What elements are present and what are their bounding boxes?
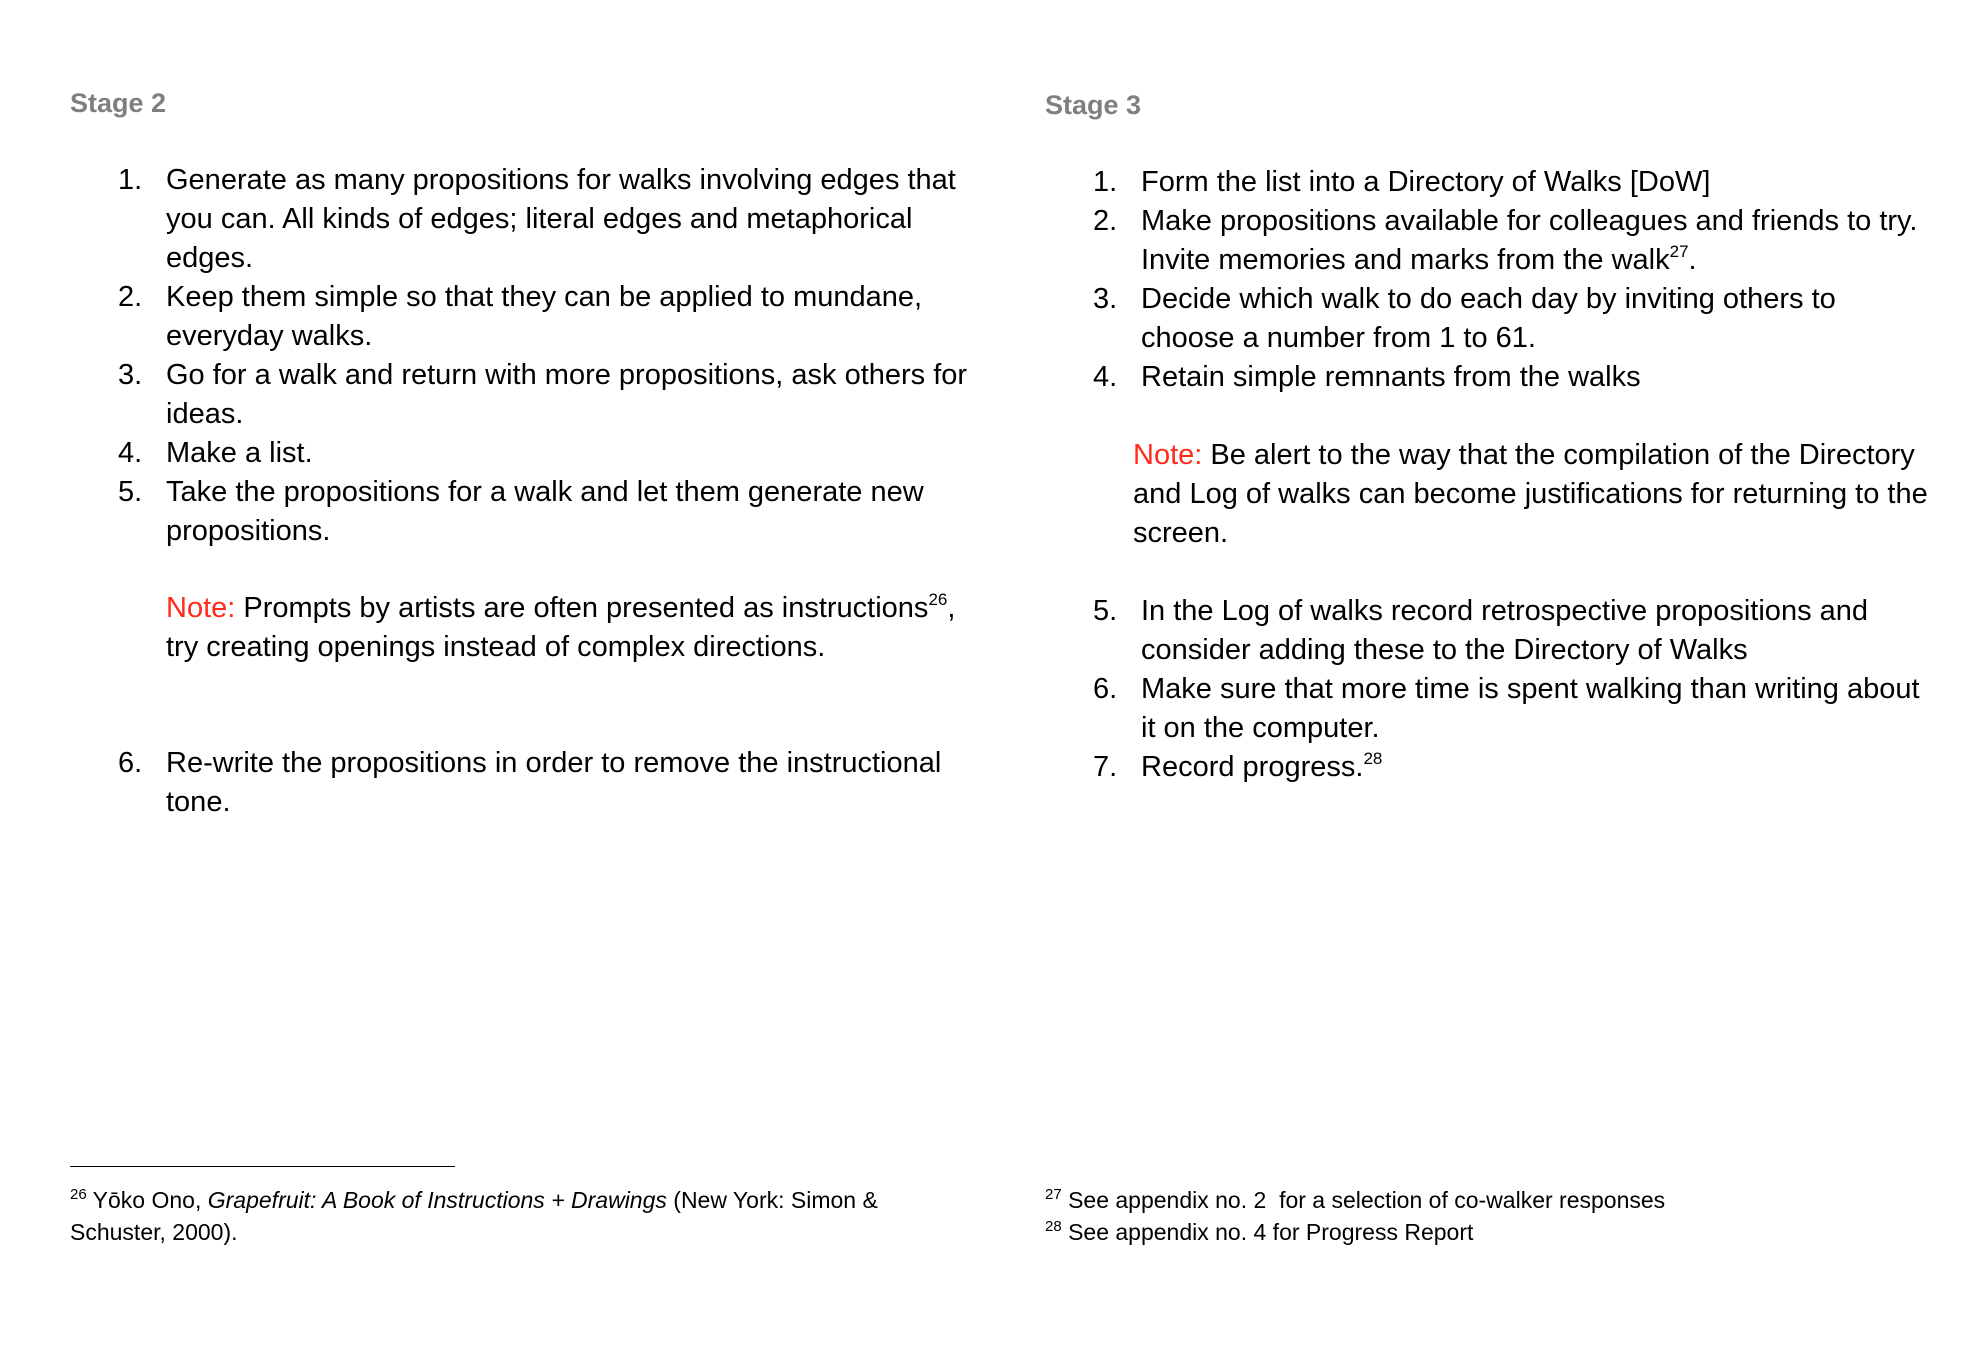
item-text-wrap bbox=[1141, 202, 1925, 280]
stage-3-item-4 bbox=[1093, 358, 1925, 397]
item-number: 4. bbox=[1093, 361, 1118, 393]
footnote-separator bbox=[70, 1166, 455, 1167]
note-text-continued: , try creating openings instead of complex directions. bbox=[166, 592, 956, 663]
stage-3-item-6 bbox=[1093, 670, 1925, 748]
item-number: 6. bbox=[118, 747, 143, 779]
footnote-ref-27[interactable]: 27 bbox=[1669, 242, 1689, 261]
stage-2-item-4 bbox=[118, 434, 968, 473]
item-number: 2. bbox=[118, 281, 143, 313]
stage-2-note bbox=[166, 589, 966, 667]
stage-2-item-2 bbox=[118, 278, 968, 356]
item-text: Form the list into a Directory of Walks [DoW] bbox=[1141, 166, 1711, 198]
stage-3-item-2 bbox=[1093, 202, 1925, 280]
footnote-author: Yōko Ono, bbox=[92, 1187, 208, 1213]
item-text: Generate as many propositions for walks involving edges that you can. All kinds of edges; literal edges and metaphorical edges. bbox=[166, 164, 956, 274]
item-number: 5. bbox=[1093, 595, 1118, 627]
item-text: Decide which walk to do each day by inviting others to choose a number from 1 to 61. bbox=[1141, 283, 1836, 354]
footnote-publication: (New York: Simon & Schuster, 2000). bbox=[70, 1187, 878, 1245]
item-text-wrap bbox=[1141, 748, 1925, 787]
item-text: Record progress. bbox=[1141, 751, 1364, 783]
item-number: 3. bbox=[1093, 283, 1118, 315]
footnote-26 bbox=[70, 1184, 950, 1248]
stage-2-item-1 bbox=[118, 161, 968, 278]
stage-3-item-1 bbox=[1093, 163, 1925, 202]
stage-2-item-6 bbox=[118, 744, 968, 822]
item-number: 1. bbox=[1093, 166, 1118, 198]
stage-3-note bbox=[1133, 436, 1933, 553]
note-text: Be alert to the way that the compilation of the Directory and Log of walks can become justifications for returning to the screen. bbox=[1133, 439, 1928, 549]
footnote-number: 28 bbox=[1045, 1218, 1062, 1235]
note-label: Note: bbox=[166, 592, 236, 624]
item-text: Make propositions available for colleagues and friends to try. Invite memories and marks from the walk bbox=[1141, 205, 1918, 276]
footnote-text: See appendix no. 4 for Progress Report bbox=[1068, 1219, 1474, 1245]
item-number: 2. bbox=[1093, 205, 1118, 237]
footnote-book-title: Grapefruit: A Book of Instructions + Drawings bbox=[207, 1187, 667, 1213]
item-text: Re-write the propositions in order to remove the instructional tone. bbox=[166, 747, 942, 818]
item-text: Retain simple remnants from the walks bbox=[1141, 361, 1641, 393]
note-text: Prompts by artists are often presented as instructions bbox=[243, 592, 929, 624]
item-number: 1. bbox=[118, 164, 143, 196]
item-text: In the Log of walks record retrospective propositions and consider adding these to the Directory of Walks bbox=[1141, 595, 1869, 666]
footnote-27 bbox=[1045, 1184, 1925, 1216]
item-text: Keep them simple so that they can be applied to mundane, everyday walks. bbox=[166, 281, 923, 352]
stage-2-item-5 bbox=[118, 473, 968, 551]
footnote-ref-28[interactable]: 28 bbox=[1363, 749, 1383, 768]
stage-3-item-7 bbox=[1093, 748, 1925, 787]
stage-2-title: Stage 2 bbox=[70, 88, 167, 118]
item-text: Go for a walk and return with more propositions, ask others for ideas. bbox=[166, 359, 968, 430]
item-text: Make sure that more time is spent walking than writing about it on the computer. bbox=[1141, 673, 1920, 744]
item-text-end: . bbox=[1688, 244, 1697, 276]
stage-2-item-3 bbox=[118, 356, 968, 434]
footnote-number: 27 bbox=[1045, 1186, 1062, 1203]
item-text: Take the propositions for a walk and let them generate new propositions. bbox=[166, 476, 924, 547]
footnote-ref-26[interactable]: 26 bbox=[928, 590, 948, 609]
item-number: 7. bbox=[1093, 751, 1118, 783]
item-text: Make a list. bbox=[166, 437, 313, 469]
stage-3-title: Stage 3 bbox=[1045, 90, 1142, 120]
stage-3-item-3 bbox=[1093, 280, 1925, 358]
note-label: Note: bbox=[1133, 439, 1203, 471]
stage-3-item-5 bbox=[1093, 592, 1925, 670]
item-number: 5. bbox=[118, 476, 143, 508]
item-number: 4. bbox=[118, 437, 143, 469]
footnote-number: 26 bbox=[70, 1186, 87, 1203]
footnote-text: See appendix no. 2 for a selection of co-walker responses bbox=[1068, 1187, 1666, 1213]
item-number: 6. bbox=[1093, 673, 1118, 705]
item-number: 3. bbox=[118, 359, 143, 391]
footnote-28 bbox=[1045, 1216, 1925, 1248]
